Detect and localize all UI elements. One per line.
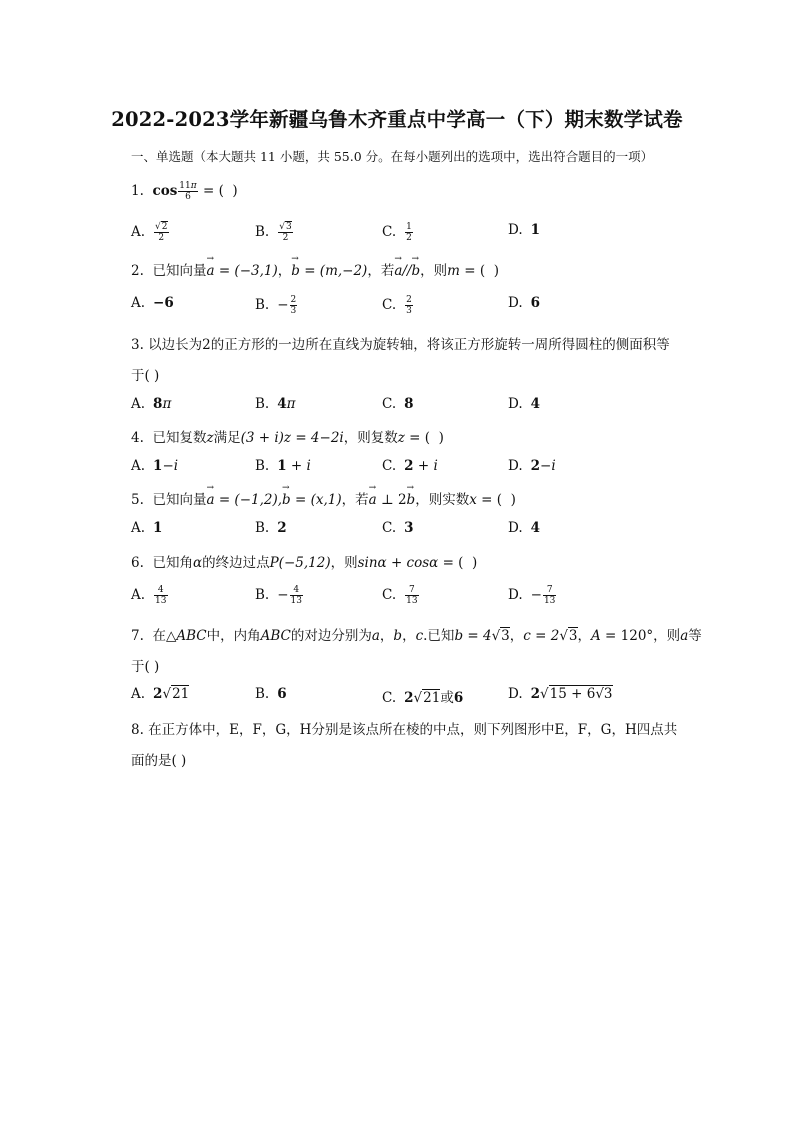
option-a[interactable]: A. 8π (131, 396, 172, 412)
question-3-stem-line-1: 3. 以边长为2的正方形的一边所在直线为旋转轴，将该正方形旋转一周所得圆柱的侧面积等 (131, 337, 670, 353)
option-b[interactable]: B. $\frac{√3}{2}$ (255, 222, 292, 243)
option-d[interactable]: D. 2−i (508, 458, 556, 474)
question-7-stem-line-1: 7. 在△ABC中，内角ABC的对边分别为a，b，c.已知b = 4√3，c = 2√3，A = 120°，则a等 (131, 628, 702, 644)
option-d[interactable]: D. 2√15 + 6√3 (508, 686, 613, 702)
question-6-stem: 6. 已知角α的终边过点P(−5,12)，则sinα + cosα = ( ) (131, 555, 478, 571)
option-a[interactable]: A. 2√21 (131, 686, 190, 702)
option-b[interactable]: B. 4π (255, 396, 296, 412)
option-c[interactable]: C. $\frac{1}{2}$ (382, 222, 412, 243)
option-c[interactable]: C. 2 + i (382, 458, 438, 474)
option-b[interactable]: B. − $\frac{4}{13}$ (255, 585, 302, 606)
option-b[interactable]: B. 6 (255, 686, 287, 702)
question-3-options (131, 396, 691, 424)
option-c[interactable]: C. 8 (382, 396, 414, 412)
question-2-options (131, 295, 691, 323)
option-a[interactable]: A. −6 (131, 295, 174, 311)
page-title: 2022-2023学年新疆乌鲁木齐重点中学高一（下）期末数学试卷 (111, 108, 683, 131)
question-6-options (131, 585, 691, 613)
option-b[interactable]: B. 2 (255, 520, 287, 536)
question-4-stem: 4. 已知复数z满足(3 + i)z = 4−2i，则复数z = ( ) (131, 430, 444, 446)
option-d[interactable]: D. 4 (508, 520, 541, 536)
question-1-stem: 1. cos $\frac{11\pi}{6}$ = ( ) (131, 181, 238, 202)
option-a[interactable]: A. $\frac{√2}{2}$ (131, 222, 168, 243)
question-8-stem-line-1: 8. 在正方体中，E，F，G，H分别是该点所在棱的中点，则下列图形中E，F，G，H四点共 (131, 722, 678, 738)
question-4-options (131, 458, 691, 486)
option-b[interactable]: B. 1 + i (255, 458, 311, 474)
question-5-stem: 5. 已知向量→ a = (−1,2),→ b = (x,1)，若→ a ⊥ 2→ b，则实数x = ( ) (131, 488, 516, 508)
option-c[interactable]: C. 2√21或6 (382, 690, 464, 706)
option-c[interactable]: C. $\frac{7}{13}$ (382, 585, 418, 606)
option-d[interactable]: D. − $\frac{7}{13}$ (508, 585, 556, 606)
question-7-stem-line-2: 于( ) (131, 659, 160, 675)
section-heading: 一、单选题（本大题共 11 小题，共 55.0 分。在每小题列出的选项中，选出符合题目的一项） (131, 149, 654, 164)
option-c[interactable]: C. 3 (382, 520, 414, 536)
question-8-stem-line-2: 面的是( ) (131, 753, 187, 769)
option-a[interactable]: A. 1−i (131, 458, 179, 474)
question-3-stem-line-2: 于( ) (131, 368, 160, 384)
option-c[interactable]: C. $\frac{2}{3}$ (382, 295, 412, 316)
option-a[interactable]: A. $\frac{4}{13}$ (131, 585, 167, 606)
question-5-options (131, 520, 691, 548)
option-d[interactable]: D. 6 (508, 295, 541, 311)
option-d[interactable]: D. 1 (508, 222, 541, 238)
question-2-stem: 2. 已知向量→ a = (−3,1)，→ b = (m,−2)，若→ a//→ b，则m = ( ) (131, 259, 499, 279)
option-d[interactable]: D. 4 (508, 396, 541, 412)
question-7-options (131, 686, 691, 714)
question-1-options (131, 222, 691, 250)
option-b[interactable]: B. − $\frac{2}{3}$ (255, 295, 297, 316)
option-a[interactable]: A. 1 (131, 520, 163, 536)
